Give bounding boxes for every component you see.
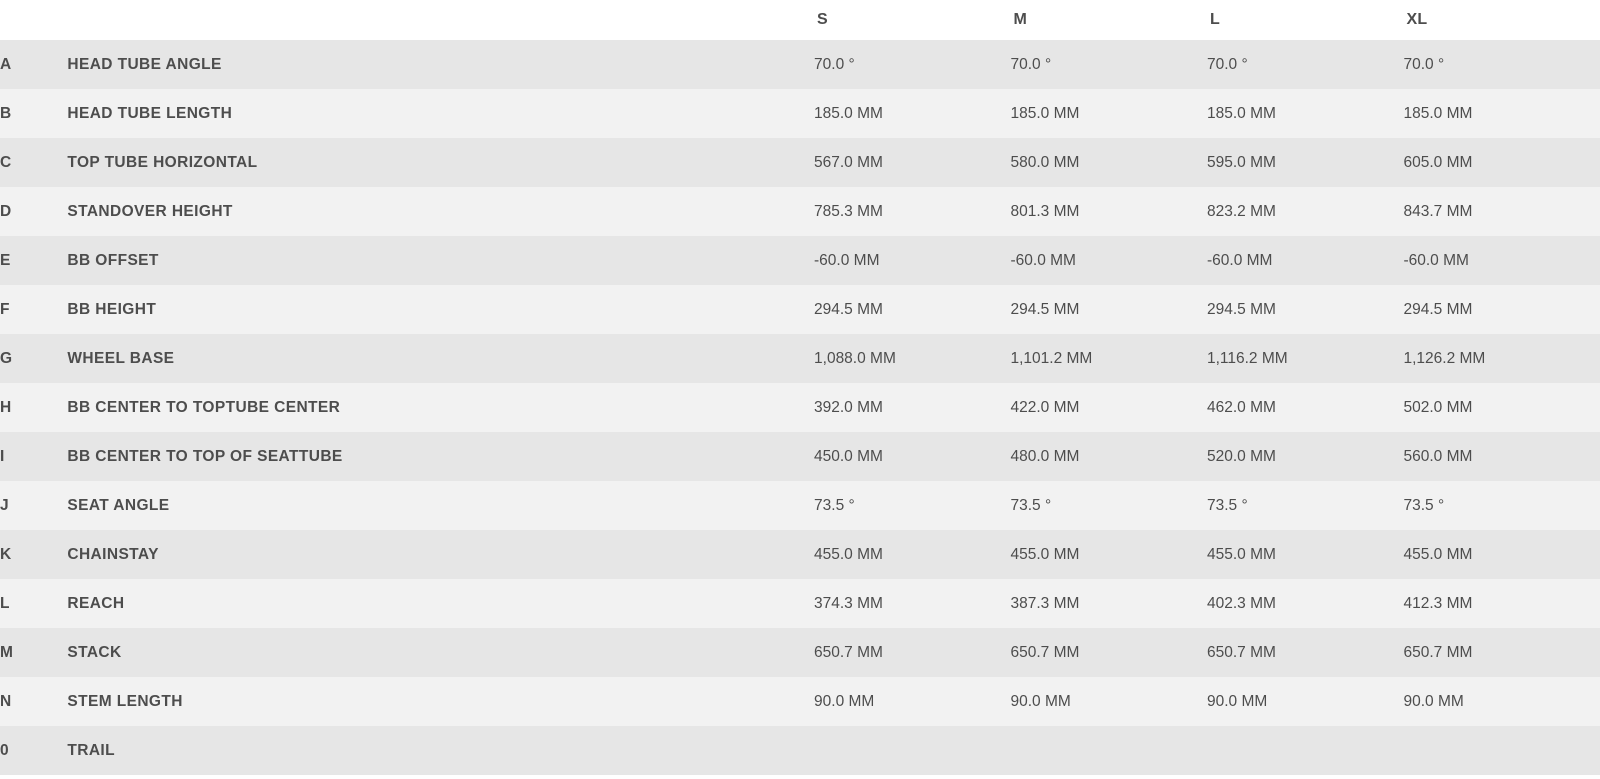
table-row <box>0 187 1600 236</box>
table-row <box>0 432 1600 481</box>
row-value-xl: 650.7 MM <box>1403 643 1473 661</box>
row-value-m: 70.0 ° <box>1010 55 1052 73</box>
table-header-row <box>0 0 1600 40</box>
row-value-s: 1,088.0 MM <box>814 349 896 367</box>
row-label: BB OFFSET <box>67 251 159 269</box>
row-value-xl: -60.0 MM <box>1403 251 1469 269</box>
row-value-l: 185.0 MM <box>1206 104 1276 122</box>
row-value-xl: 294.5 MM <box>1403 300 1473 318</box>
row-value-xl: 843.7 MM <box>1403 202 1473 220</box>
table-row <box>0 677 1600 726</box>
row-value-l <box>1207 726 1403 775</box>
row-value-xl: 560.0 MM <box>1403 447 1473 465</box>
row-value-s: 450.0 MM <box>814 447 883 465</box>
row-value-xl: 412.3 MM <box>1403 594 1473 612</box>
table-row <box>0 726 1600 775</box>
row-key: D <box>0 202 12 220</box>
row-key: B <box>0 104 12 122</box>
table-row <box>0 89 1600 138</box>
row-value-l: -60.0 MM <box>1206 251 1273 269</box>
row-key: M <box>0 643 14 661</box>
row-value-l: 70.0 ° <box>1206 55 1248 73</box>
row-value-l: 650.7 MM <box>1206 643 1276 661</box>
table-row <box>0 138 1600 187</box>
column-header-size-s: S <box>814 0 1010 40</box>
row-value-l: 462.0 MM <box>1206 398 1276 416</box>
table-row <box>0 40 1600 89</box>
row-key: J <box>0 496 9 514</box>
row-label: STACK <box>67 643 122 661</box>
row-value-s: 374.3 MM <box>814 594 883 612</box>
row-label: STANDOVER HEIGHT <box>67 202 233 220</box>
row-value-s: 73.5 ° <box>814 496 855 514</box>
row-value-xl: 605.0 MM <box>1403 153 1473 171</box>
row-value-m: 422.0 MM <box>1010 398 1080 416</box>
row-value-l: 823.2 MM <box>1206 202 1276 220</box>
row-value-m: 650.7 MM <box>1010 643 1080 661</box>
row-value-xl: 185.0 MM <box>1403 104 1473 122</box>
row-value-m: 90.0 MM <box>1010 692 1071 710</box>
row-value-m: 294.5 MM <box>1010 300 1080 318</box>
row-key: A <box>0 55 12 73</box>
row-value-xl: 90.0 MM <box>1403 692 1464 710</box>
row-value-xl: 502.0 MM <box>1403 398 1473 416</box>
row-key: L <box>0 594 10 612</box>
table-row <box>0 285 1600 334</box>
row-value-m <box>1011 726 1207 775</box>
table-row <box>0 530 1600 579</box>
column-header-key <box>0 0 67 40</box>
row-label: CHAINSTAY <box>67 545 159 563</box>
row-value-s: 392.0 MM <box>814 398 883 416</box>
row-value-xl: 1,126.2 MM <box>1403 349 1486 367</box>
table-body <box>0 40 1600 775</box>
row-key: K <box>0 545 12 563</box>
row-value-l: 520.0 MM <box>1206 447 1276 465</box>
row-value-m: 580.0 MM <box>1010 153 1080 171</box>
row-value-m: 73.5 ° <box>1010 496 1052 514</box>
row-key: I <box>0 447 5 465</box>
row-key: F <box>0 300 10 318</box>
row-key: 0 <box>0 741 9 759</box>
row-value-s: -60.0 MM <box>814 251 880 269</box>
row-value-xl: 70.0 ° <box>1403 55 1445 73</box>
row-label: BB CENTER TO TOP OF SEATTUBE <box>67 447 343 465</box>
table-row <box>0 383 1600 432</box>
row-label: BB HEIGHT <box>67 300 157 318</box>
row-value-s: 567.0 MM <box>814 153 883 171</box>
row-value-m: 801.3 MM <box>1010 202 1080 220</box>
row-key: C <box>0 153 12 171</box>
column-header-size-xl: XL <box>1403 0 1600 40</box>
row-value-s: 650.7 MM <box>814 643 883 661</box>
row-value-s: 70.0 ° <box>814 55 855 73</box>
row-label: HEAD TUBE ANGLE <box>67 55 222 73</box>
row-label: TRAIL <box>67 741 115 759</box>
row-value-xl: 73.5 ° <box>1403 496 1445 514</box>
row-label: STEM LENGTH <box>67 692 183 710</box>
table-row <box>0 334 1600 383</box>
column-header-size-l: L <box>1207 0 1403 40</box>
row-value-m: 387.3 MM <box>1010 594 1080 612</box>
row-value-s: 455.0 MM <box>814 545 883 563</box>
row-label: SEAT ANGLE <box>67 496 170 514</box>
row-value-s: 90.0 MM <box>814 692 875 710</box>
column-header-size-m: M <box>1011 0 1207 40</box>
row-value-l: 455.0 MM <box>1206 545 1276 563</box>
row-key: G <box>0 349 13 367</box>
row-value-m: 185.0 MM <box>1010 104 1080 122</box>
table-row <box>0 579 1600 628</box>
row-value-l: 1,116.2 MM <box>1206 349 1288 367</box>
row-value-l: 402.3 MM <box>1206 594 1276 612</box>
row-value-l: 73.5 ° <box>1206 496 1248 514</box>
row-value-l: 90.0 MM <box>1206 692 1268 710</box>
row-label: HEAD TUBE LENGTH <box>67 104 233 122</box>
row-key: H <box>0 398 12 416</box>
row-label: BB CENTER TO TOPTUBE CENTER <box>67 398 341 416</box>
row-value-s: 294.5 MM <box>814 300 883 318</box>
table-row <box>0 481 1600 530</box>
row-value-l: 595.0 MM <box>1206 153 1276 171</box>
row-value-s: 185.0 MM <box>814 104 883 122</box>
row-value-m: 480.0 MM <box>1010 447 1080 465</box>
row-value-xl: 455.0 MM <box>1403 545 1473 563</box>
column-header-measurement <box>67 0 814 40</box>
row-value-m: -60.0 MM <box>1010 251 1076 269</box>
table-header <box>0 0 1600 40</box>
row-value-m: 1,101.2 MM <box>1010 349 1093 367</box>
table-row <box>0 236 1600 285</box>
row-value-s <box>814 726 1010 775</box>
row-value-s: 785.3 MM <box>814 202 883 220</box>
table-row <box>0 628 1600 677</box>
row-label: TOP TUBE HORIZONTAL <box>67 153 258 171</box>
row-value-m: 455.0 MM <box>1010 545 1080 563</box>
row-value-xl <box>1403 726 1600 775</box>
row-key: E <box>0 251 11 269</box>
row-key: N <box>0 692 12 710</box>
row-value-l: 294.5 MM <box>1206 300 1276 318</box>
row-label: WHEEL BASE <box>67 349 175 367</box>
row-label: REACH <box>67 594 125 612</box>
